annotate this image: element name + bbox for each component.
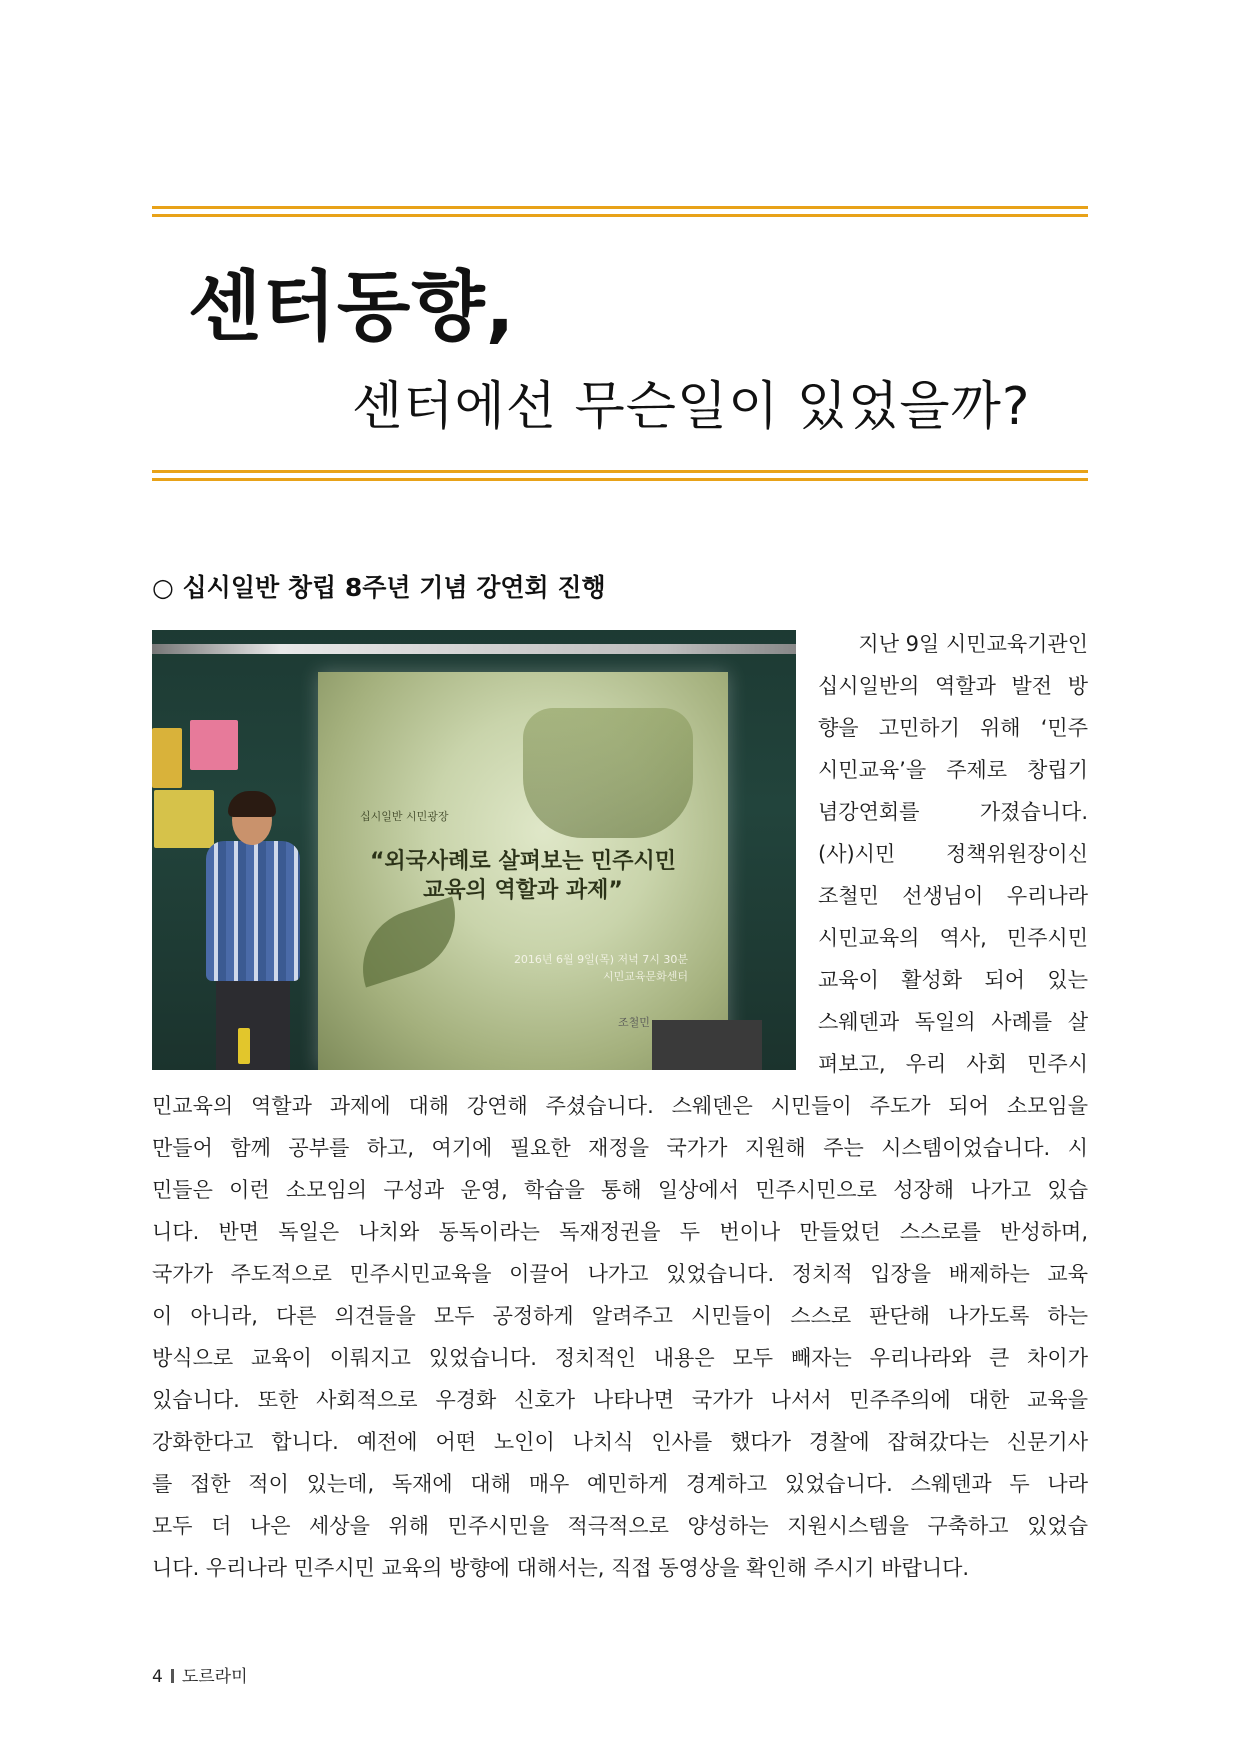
side-line-4: 시민교육’을 주제로 창립기 bbox=[818, 758, 1088, 782]
side-line-5: 념강연회를 가졌습니다. bbox=[818, 800, 1088, 824]
projector-screen-bar bbox=[152, 644, 796, 654]
top-rule-1 bbox=[152, 206, 1088, 209]
side-line-1: 지난 9일 시민교육기관인 bbox=[858, 632, 1088, 656]
equipment-table bbox=[652, 1020, 762, 1070]
leaf-icon bbox=[347, 896, 470, 987]
body-line-2: 만들어 함께 공부를 하고, 여기에 필요한 재정을 국가가 지원해 주는 시스템이었습니다. 시 bbox=[152, 1136, 1088, 1160]
body-line-9: 강화한다고 합니다. 예전에 어떤 노인이 나치식 인사를 했다가 경찰에 잡혀갔다는 신문기사 bbox=[152, 1430, 1088, 1454]
footer-separator bbox=[171, 1669, 174, 1683]
side-line-11: 펴보고, 우리 사회 민주시 bbox=[818, 1052, 1088, 1076]
side-line-7: 조철민 선생님이 우리나라 bbox=[818, 884, 1088, 908]
side-line-8: 시민교육의 역사, 민주시민 bbox=[818, 926, 1088, 950]
page-footer bbox=[152, 1662, 248, 1687]
body-line-1: 민교육의 역할과 과제에 대해 강연해 주셨습니다. 스웨덴은 시민들이 주도가 되어 소모임을 bbox=[152, 1094, 1088, 1118]
slide-name: 조철민 bbox=[618, 1016, 650, 1029]
wall-poster-1 bbox=[152, 728, 182, 788]
body-line-10: 를 접한 적이 있는데, 독재에 대해 매우 예민하게 경계하고 있었습니다. 스웨덴과 두 나라 bbox=[152, 1472, 1088, 1496]
side-line-6: (사)시민 정책위원장이신 bbox=[818, 842, 1088, 866]
coffee-cup-icon bbox=[523, 708, 693, 838]
lecture-photo bbox=[152, 630, 796, 1070]
speaker-figure bbox=[198, 795, 308, 1070]
body-line-3: 민들은 이런 소모임의 구성과 운영, 학습을 통해 일상에서 민주시민으로 성장해 나가고 있습 bbox=[152, 1178, 1088, 1202]
body-line-12: 니다. 우리나라 민주시민 교육의 방향에 대해서는, 직접 동영상을 확인해 주시기 바랍니다. bbox=[152, 1556, 970, 1580]
bottom-rule-2 bbox=[152, 478, 1088, 481]
slide-date bbox=[468, 952, 688, 985]
speaker-shirt bbox=[206, 841, 300, 981]
body-line-7: 방식으로 교육이 이뤄지고 있었습니다. 정치적인 내용은 모두 빼자는 우리나라와 큰 차이가 bbox=[152, 1346, 1088, 1370]
section-heading: ○ 십시일반 창립 8주년 기념 강연회 진행 bbox=[152, 573, 606, 602]
wall-poster-2 bbox=[190, 720, 238, 770]
side-line-2: 십시일반의 역할과 발전 방 bbox=[818, 674, 1088, 698]
side-line-10: 스웨덴과 독일의 사례를 살 bbox=[818, 1010, 1088, 1034]
slide-title: “외국사례로 살펴보는 민주시민 교육의 역할과 과제” bbox=[369, 849, 677, 903]
slide-date-text: 2016년 6월 9일(목) 저녁 7시 30분 bbox=[513, 953, 688, 966]
page-title-line1: 센터동향, bbox=[188, 262, 516, 351]
top-rule-2 bbox=[152, 214, 1088, 217]
speaker-hair bbox=[228, 791, 276, 817]
side-line-9: 교육이 활성화 되어 있는 bbox=[818, 968, 1088, 992]
body-line-5: 국가가 주도적으로 민주시민교육을 이끌어 나가고 있었습니다. 정치적 입장을 배제하는 교육 bbox=[152, 1262, 1088, 1286]
page-number: 4 bbox=[152, 1667, 163, 1687]
body-line-11: 모두 더 나은 세상을 위해 민주시민을 적극적으로 양성하는 지원시스템을 구축하고 있었습 bbox=[152, 1514, 1088, 1538]
body-line-8: 있습니다. 또한 사회적으로 우경화 신호가 나타나면 국가가 나서서 민주주의에 대한 교육을 bbox=[152, 1388, 1088, 1412]
slide-subtitle: 십시일반 시민광장 bbox=[360, 810, 449, 823]
publication-name: 도르라미 bbox=[181, 1667, 248, 1687]
projection-screen bbox=[318, 672, 728, 1070]
water-bottle bbox=[238, 1028, 250, 1064]
side-line-3: 향을 고민하기 위해 ‘민주 bbox=[818, 716, 1088, 740]
body-line-6: 이 아니라, 다른 의견들을 모두 공정하게 알려주고 시민들이 스스로 판단해 나가도록 하는 bbox=[152, 1304, 1088, 1328]
bottom-rule-1 bbox=[152, 470, 1088, 473]
body-line-4: 니다. 반면 독일은 나치와 동독이라는 독재정권을 두 번이나 만들었던 스스로를 반성하며, bbox=[152, 1220, 1088, 1244]
slide-venue-text: 시민교육문화센터 bbox=[602, 969, 688, 983]
speaker-pants bbox=[216, 981, 290, 1070]
page-title-line2: 센터에선 무슨일이 있었을까? bbox=[352, 377, 1031, 437]
